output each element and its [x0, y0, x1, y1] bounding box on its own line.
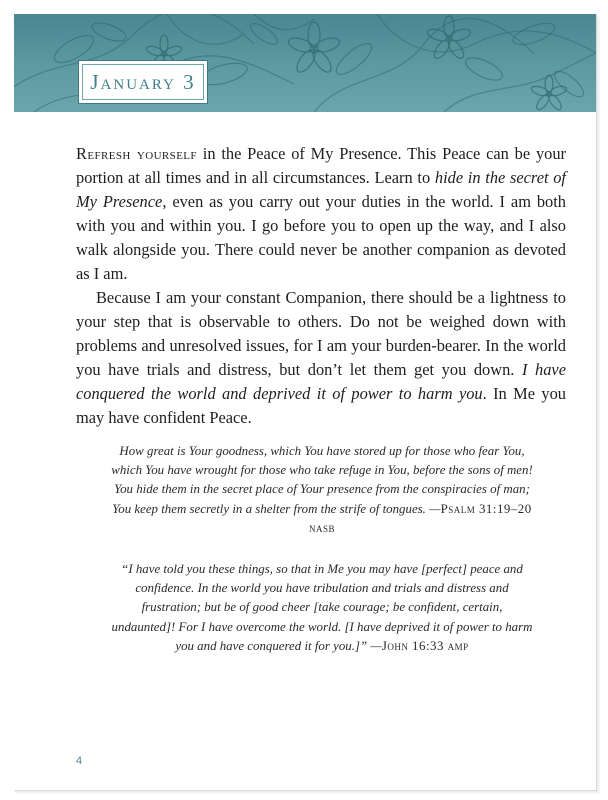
paragraph-2-italic: I have conquered the world and deprived it of power to harm you: [76, 360, 566, 403]
paragraph-1-text-a: in the Peace of My Presence. This Peace can be your portion at all times and in all circumstances. Learn to: [76, 144, 566, 187]
paragraph-2-text-b: . In Me you may have confident Peace.: [76, 384, 566, 427]
scripture-quote-2: [110, 560, 534, 656]
scripture-quote-1: [110, 442, 534, 538]
devotional-text: [76, 142, 566, 430]
scripture-text: “I have told you these things, so that in Me you may have [perfect] peace and confidence. In the world you have tribulation and trials and distress and frustration; but be of good cheer [take courage; be confident, certain, undaunted]! For I have overcome the world. [I have deprived it of power to harm you and have conquered it for you.]” —: [111, 562, 533, 653]
scripture-reference: Psalm 31:19–20 nasb: [308, 501, 532, 535]
paragraph-1-italic: hide in the secret of My Presence: [76, 168, 566, 211]
paragraph-1-text-b: , even as you carry out your duties in the world. I am both with you and within you. I go before you to open up the way, and I also walk alongside you. There could never be another companion as devoted as I am.: [76, 192, 567, 283]
book-page: [14, 14, 597, 791]
scripture-reference: John 16:33 amp: [381, 638, 469, 653]
paragraph-2: [76, 286, 566, 430]
scripture-text: How great is Your goodness, which You have stored up for those who fear You, which You have wrought for those who take refuge in You, before the sons of men! You hide them in the secret place of Your presence from the conspiracies of man; You keep them secretly in a shelter from the strife of tongues. —: [111, 444, 533, 516]
floral-header-banner: [14, 14, 596, 112]
paragraph-2-text-a: Because I am your constant Companion, there should be a lightness to your step that is observable to others. Do not be weighed down with problems and unresolved issues, for I am your burden-bearer. In the world you have trials and distress, but don’t let them get you down.: [76, 288, 566, 379]
date-title-box: [78, 60, 208, 104]
date-title: January 3: [90, 69, 196, 94]
paragraph-1: [76, 142, 566, 286]
page-number: 4: [76, 755, 83, 767]
lead-in: Refresh yourself: [76, 144, 197, 163]
